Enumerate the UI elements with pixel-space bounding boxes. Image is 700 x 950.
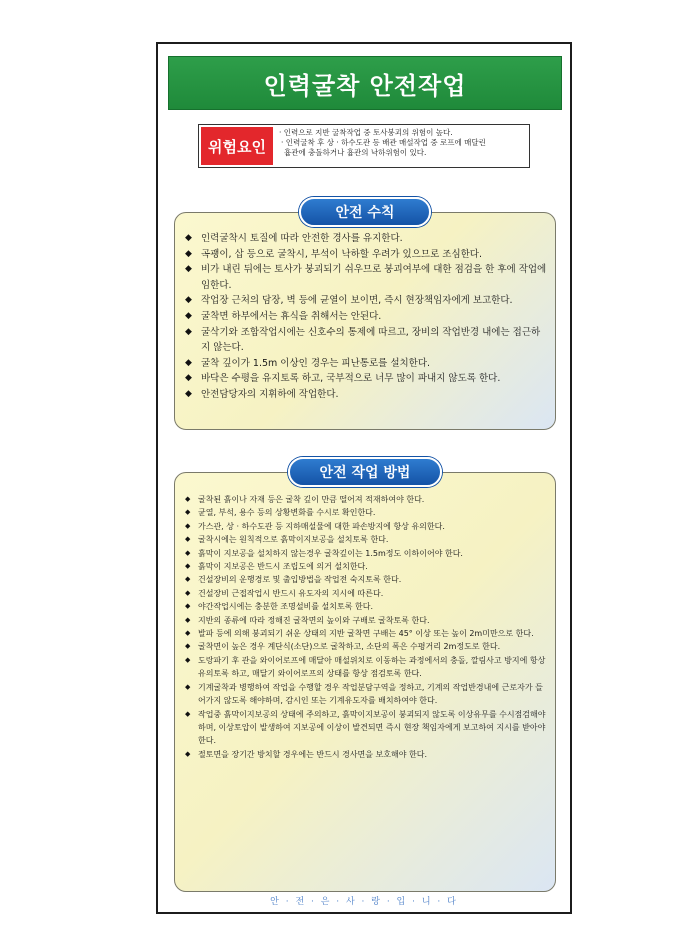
list-item: ◆ 지반의 종류에 따라 정해진 굴착면의 높이와 구배로 굴착토록 한다. bbox=[185, 614, 549, 627]
hazard-line: · 인력굴착 후 상 · 하수도관 등 배관 매설작업 중 로프에 매달린 bbox=[281, 138, 486, 147]
list-item: ◆ 건설장비의 운행경로 및 출입방법을 작업전 숙지토록 한다. bbox=[185, 573, 549, 586]
list-item: ◆ 작업장 근처의 담장, 벽 등에 균열이 보이면, 즉시 현장책임자에게 보고한다. bbox=[185, 293, 547, 309]
hazard-text bbox=[275, 125, 529, 167]
list-item: ◆ 발파 등에 의해 붕괴되기 쉬운 상태의 지반 굴착면 구배는 45° 이상 또는 높이 2m미만으로 한다. bbox=[185, 627, 549, 640]
list-item: ◆ 흙막이 지보공을 설치하지 않는경우 굴착깊이는 1.5m정도 이하이어야 한다. bbox=[185, 547, 549, 560]
list-item: ◆ 곡괭이, 삽 등으로 굴착시, 부석이 낙하할 우려가 있으므로 조심한다. bbox=[185, 247, 547, 263]
list-item: ◆ 굴착시에는 원칙적으로 흙막이지보공을 설치토록 한다. bbox=[185, 533, 549, 546]
list-item: ◆ 바닥은 수평을 유지토록 하고, 국부적으로 너무 많이 파내지 않도록 한다. bbox=[185, 371, 547, 387]
list-item: ◆ 굴착면 하부에서는 휴식을 취해서는 안된다. bbox=[185, 309, 547, 325]
hazard-line: 흄관에 충돌하거나 흄관의 낙하위험이 있다. bbox=[284, 148, 427, 157]
list-item: ◆ 가스관, 상 · 하수도관 등 지하매설물에 대한 파손방지에 항상 유의한다. bbox=[185, 520, 549, 533]
list-item: ◆ 균열, 부석, 용수 등의 상황변화를 수시로 확인한다. bbox=[185, 506, 549, 519]
poster-title: 인력굴착 안전작업 bbox=[168, 56, 562, 110]
hazard-box bbox=[198, 124, 530, 168]
list-item: ◆ 굴착 깊이가 1.5m 이상인 경우는 피난통로를 설치한다. bbox=[185, 356, 547, 372]
list-item: ◆ 절토면을 장기간 방치할 경우에는 반드시 경사면을 보호해야 한다. bbox=[185, 748, 549, 761]
list-item: ◆ 도랑파기 후 관을 와이어로프에 매달아 매설위치로 이동하는 과정에서의 충돌, 깔림사고 방지에 항상 유의토록 하고, 매달기 와이어로프의 상태를 항상 점검토록 한다. bbox=[185, 654, 549, 681]
list-item: ◆ 야간작업시에는 충분한 조명설비를 설치토록 한다. bbox=[185, 600, 549, 613]
list-item: ◆ 굴삭기와 조합작업시에는 신호수의 통제에 따르고, 장비의 작업반경 내에는 접근하지 않는다. bbox=[185, 325, 547, 356]
safe-methods-list bbox=[185, 493, 549, 761]
hazard-line: · 인력으로 지반 굴착작업 중 토사붕괴의 위험이 높다. bbox=[279, 128, 453, 137]
list-item: ◆ 비가 내린 뒤에는 토사가 붕괴되기 쉬우므로 붕괴여부에 대한 점검을 한 후에 작업에 임한다. bbox=[185, 262, 547, 293]
list-item: ◆ 굴착된 흙이나 자재 등은 굴착 깊이 만큼 떨어져 적재하여야 한다. bbox=[185, 493, 549, 506]
list-item: ◆ 굴착면이 높은 경우 계단식(소단)으로 굴착하고, 소단의 폭은 수평거리 2m정도로 한다. bbox=[185, 640, 549, 653]
safe-methods-heading: 안전 작업 방법 bbox=[288, 457, 442, 487]
safety-rules-heading: 안전 수칙 bbox=[299, 197, 431, 227]
list-item: ◆ 안전담당자의 지휘하에 작업한다. bbox=[185, 387, 547, 403]
safe-methods-panel bbox=[174, 465, 556, 892]
hazard-label: 위험요인 bbox=[199, 125, 275, 167]
safety-rules-panel bbox=[174, 205, 556, 430]
list-item: ◆ 흙막이 지보공은 반드시 조립도에 의거 설치한다. bbox=[185, 560, 549, 573]
list-item: ◆ 건설장비 근접작업시 반드시 유도자의 지시에 따른다. bbox=[185, 587, 549, 600]
footer-slogan: 안 · 전 · 은 · 사 · 랑 · 입 · 니 · 다 bbox=[270, 897, 458, 907]
list-item: ◆ 인력굴착시 토질에 따라 안전한 경사를 유지한다. bbox=[185, 231, 547, 247]
list-item: ◆ 작업중 흙막이지보공의 상태에 주의하고, 흙막이지보공이 붕괴되지 않도록 이상유무를 수시점검해야 하며, 이상토압이 발생하여 지보공에 이상이 발견되면 즉시 현장 책임자에게 보고하여 지시를 받아야 한다. bbox=[185, 708, 549, 748]
safety-poster bbox=[156, 42, 572, 914]
safety-rules-list bbox=[185, 231, 547, 403]
list-item: ◆ 기계굴착과 병행하여 작업을 수행할 경우 작업분담구역을 정하고, 기계의 작업반경내에 근로자가 들어가지 않도록 해야하며, 감시인 또는 기계유도자를 배치하여야 한다. bbox=[185, 681, 549, 708]
